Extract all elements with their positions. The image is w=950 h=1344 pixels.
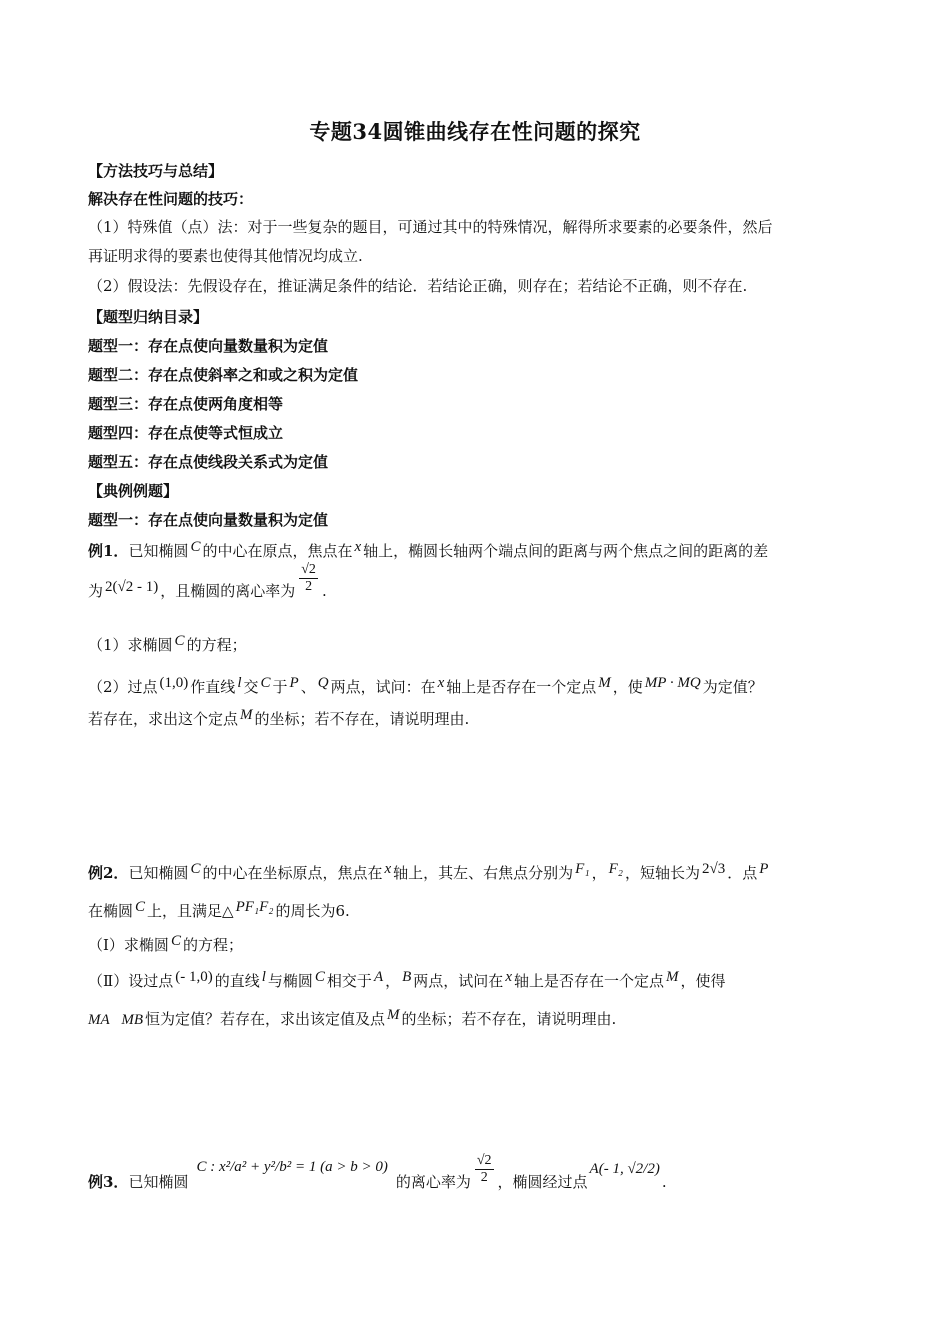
math-var: F₁	[575, 861, 590, 877]
section-heading: 题型一：存在点使向量数量积为定值	[88, 511, 329, 529]
math-equation: C : x²/a² + y²/b² = 1 (a > b > 0)	[196, 1159, 388, 1175]
math-point: A(- 1, √2/2)	[589, 1161, 660, 1177]
catalog-item: 题型二：存在点使斜率之和或之积为定值	[88, 366, 359, 384]
methods-subheading: 解决存在性问题的技巧：	[88, 190, 254, 208]
catalog-heading: 【题型归纳目录】	[88, 308, 209, 326]
example-label: 例3．	[88, 1173, 129, 1191]
math-var: C	[190, 539, 201, 555]
example-label: 例2．	[88, 864, 129, 882]
example1-line2: 为 2(√2 - 1) ，且椭圆的离心率为 $\frac{√2}{2}$ .	[88, 561, 327, 600]
math-dot-product: MA⃗MB	[88, 1012, 143, 1028]
examples-heading: 【典例例题】	[88, 482, 179, 500]
math-var: x	[354, 539, 362, 555]
example2-q2: （Ⅱ）设过点 (- 1,0) 的直线 l 与椭圆 C 相交于 A ， B 两点，试问在 x 轴上是否存在一个定点 M ，使得	[88, 969, 726, 990]
page-title: 专题34圆锥曲线存在性问题的探究	[309, 119, 641, 144]
method1-line2: 再证明求得的要素也使得其他情况均成立.	[88, 247, 363, 265]
catalog-item: 题型五：存在点使线段关系式为定值	[88, 453, 329, 471]
example2-line1: 例2．已知椭圆 C 的中心在坐标原点，焦点在 x 轴上，其左、右焦点分别为 F₁ ， F₂ ，短轴长为 2√3 ．点 P	[88, 861, 769, 882]
fraction: $\frac{√2}{2}$	[476, 1152, 492, 1185]
math-expr: 2(√2 - 1)	[105, 579, 159, 595]
catalog-item: 题型一：存在点使向量数量积为定值	[88, 337, 329, 355]
math-expr: 2√3	[701, 861, 726, 877]
example2-q2-cont: MA⃗MB 恒为定值？若存在，求出该定值及点 M 的坐标；若不存在，请说明理由.	[88, 1007, 617, 1028]
example2-q1: （Ⅰ）求椭圆 C 的方程；	[88, 933, 243, 954]
math-point: (- 1,0)	[175, 969, 213, 985]
example3-line1: 例3．已知椭圆C : x²/a² + y²/b² = 1 (a > b > 0)的离心率为 $\frac{√2}{2}$ ，椭圆经过点A(- 1, √2/2).	[88, 1152, 667, 1191]
example1-q2-cont: 若存在，求出这个定点 M 的坐标；若不存在，请说明理由.	[88, 707, 470, 728]
example1-q1: （1）求椭圆 C 的方程；	[88, 633, 247, 654]
math-point: (1,0)	[159, 675, 189, 691]
method1-line1: （1）特殊值（点）法：对于一些复杂的题目，可通过其中的特殊情况，解得所求要素的必要条件，然后	[88, 218, 773, 236]
methods-heading: 【方法技巧与总结】	[88, 162, 224, 180]
method2: （2）假设法：先假设存在，推证满足条件的结论．若结论正确，则存在；若结论不正确，则不存在.	[88, 277, 748, 295]
catalog-item: 题型三：存在点使两角度相等	[88, 395, 284, 413]
example-label: 例1．	[88, 542, 129, 560]
math-var: F₂	[608, 861, 623, 877]
catalog-item: 题型四：存在点使等式恒成立	[88, 424, 284, 442]
fraction: $\frac{√2}{2}$	[301, 561, 316, 594]
example1-line1: 例1．已知椭圆 C 的中心在原点，焦点在 x 轴上，椭圆长轴两个端点间的距离与两个焦点之间的距离的差	[88, 539, 769, 560]
example2-line2: 在椭圆 C 上，且满足△ PF₁F₂ 的周长为6.	[88, 899, 350, 920]
math-triangle: PF₁F₂	[235, 899, 274, 915]
example1-q2: （2）过点 (1,0) 作直线 l 交 C 于 P 、 Q 两点，试问：在 x 轴上是否存在一个定点 M ，使 MP · MQ 为定值？	[88, 675, 763, 696]
math-dot-product: MP · MQ	[644, 675, 701, 691]
